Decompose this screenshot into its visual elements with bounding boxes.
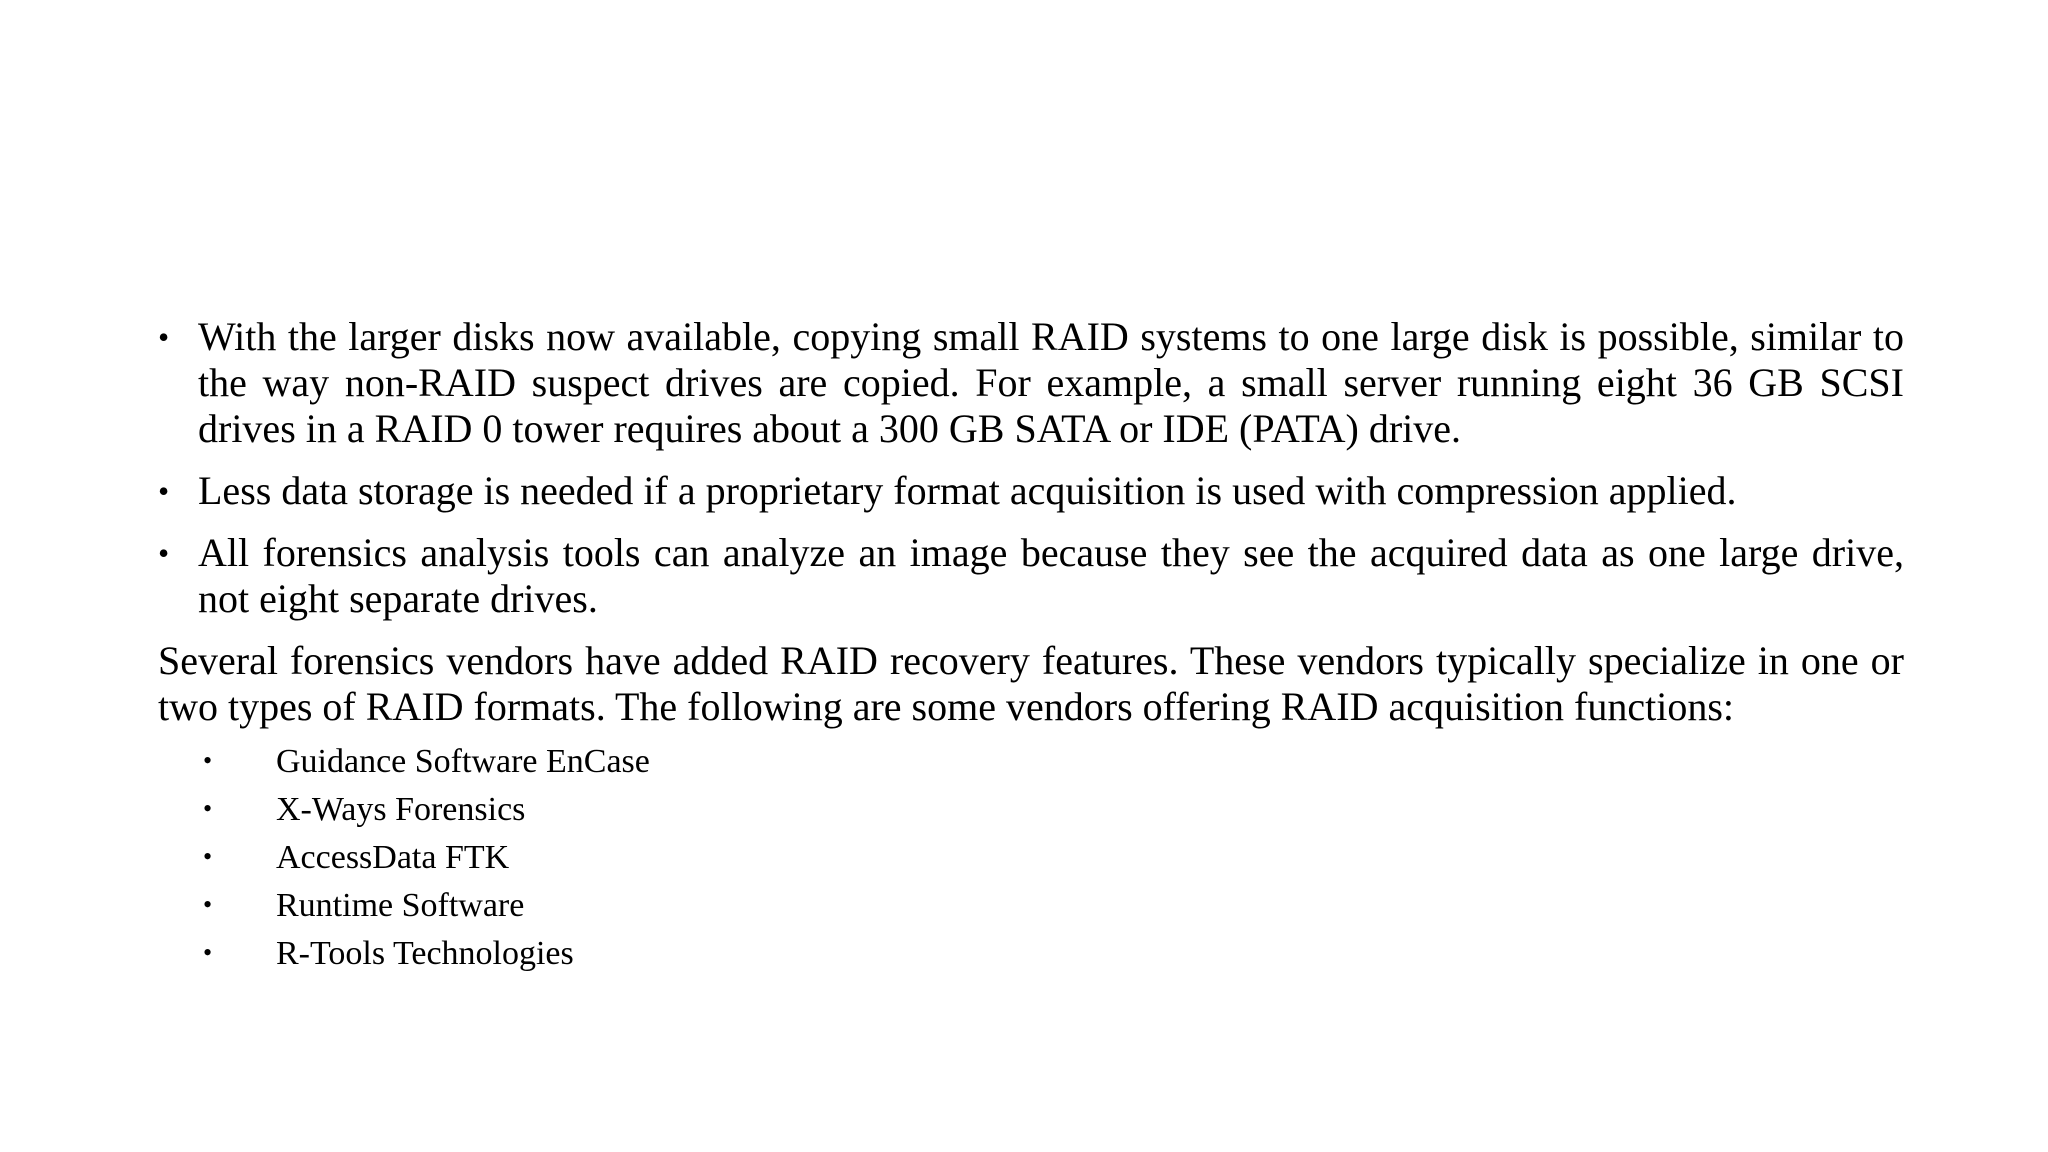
bullet-item: [158, 314, 1904, 452]
bullet-icon: •: [203, 842, 213, 871]
vendor-name: Guidance Software EnCase: [276, 743, 650, 780]
bullet-icon: •: [203, 890, 213, 919]
vendor-list: [158, 738, 1904, 978]
slide-content: [158, 314, 1904, 978]
bullet-list: [158, 314, 1904, 622]
vendor-item: [158, 738, 1904, 786]
bullet-item: [158, 468, 1904, 514]
vendor-item: [158, 834, 1904, 882]
vendor-name: Runtime Software: [276, 887, 525, 924]
vendor-name: AccessData FTK: [276, 839, 510, 876]
bullet-text: Less data storage is needed if a proprietary format acquisition is used with compression applied.: [198, 468, 1737, 513]
bullet-item: [158, 530, 1904, 622]
vendor-item: [158, 930, 1904, 978]
bullet-icon: •: [158, 535, 170, 571]
vendor-name: R-Tools Technologies: [276, 935, 574, 972]
vendors-intro-paragraph: Several forensics vendors have added RAID recovery features. These vendors typically specialize in one or two types of RAID formats. The following are some vendors offering RAID acquisition functions:: [158, 638, 1904, 729]
bullet-icon: •: [203, 938, 213, 967]
vendor-name: X-Ways Forensics: [276, 791, 526, 828]
bullet-text: All forensics analysis tools can analyze an image because they see the acquired data as one large drive, not eight separate drives.: [198, 530, 1904, 621]
bullet-icon: •: [203, 794, 213, 823]
vendor-item: [158, 882, 1904, 930]
bullet-icon: •: [158, 473, 170, 509]
bullet-icon: •: [158, 319, 170, 355]
vendor-item: [158, 786, 1904, 834]
bullet-text: With the larger disks now available, copying small RAID systems to one large disk is possible, similar to the way non-RAID suspect drives are copied. For example, a small server running eight 36 GB SCSI drives in a RAID 0 tower requires about a 300 GB SATA or IDE (PATA) drive.: [198, 314, 1904, 451]
bullet-icon: •: [203, 746, 213, 775]
